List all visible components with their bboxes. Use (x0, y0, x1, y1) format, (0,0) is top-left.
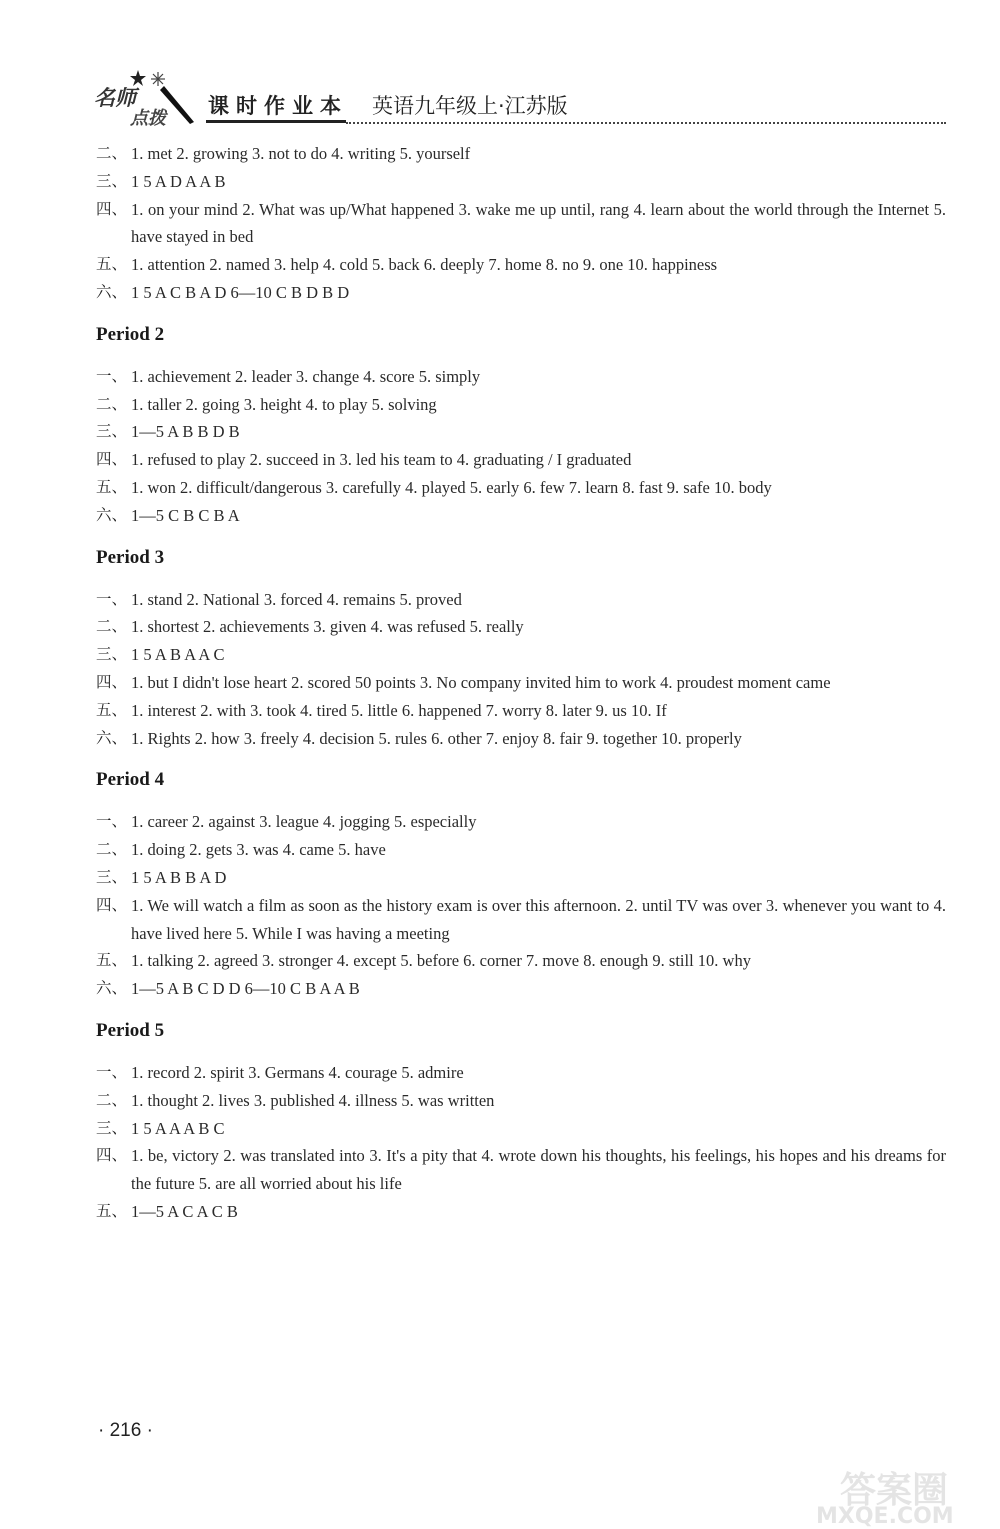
answer-text: 1. doing 2. gets 3. was 4. came 5. have (131, 840, 386, 860)
section-number: 四、 (96, 199, 128, 218)
answer-line (96, 613, 946, 641)
watermark-text: 答案圈 (840, 1470, 949, 1511)
answer-line (96, 1059, 946, 1087)
logo-text-top: 名师 (94, 86, 136, 110)
answer-line (96, 1142, 946, 1198)
series-underline (206, 120, 346, 123)
section-number: 五、 (96, 700, 128, 719)
subject-title: 英语九年级上·江苏版 (372, 94, 568, 118)
section-number: 一、 (96, 1062, 128, 1081)
period-heading: Period 4 (96, 769, 165, 791)
section-number: 三、 (96, 867, 128, 886)
answer-text: 1. Rights 2. how 3. freely 4. decision 5. rules 6. other 7. enjoy 8. fair 9. together 10. properly (131, 728, 742, 748)
period-heading: Period 3 (96, 546, 165, 568)
answer-content (96, 140, 946, 1226)
answer-text: 1. achievement 2. leader 3. change 4. score 5. simply (131, 366, 481, 386)
answer-line (96, 1115, 946, 1143)
answer-text: 1—5 C B C B A (131, 505, 240, 525)
logo (90, 68, 200, 128)
section-number: 六、 (96, 505, 128, 524)
section-number: 一、 (96, 366, 128, 385)
answer-text: 1. interest 2. with 3. took 4. tired 5. little 6. happened 7. worry 8. later 9. us 10. If (131, 700, 667, 720)
period-heading: Period 5 (96, 1019, 165, 1041)
section-number: 五、 (96, 477, 128, 496)
section-number: 六、 (96, 979, 128, 998)
section-number: 四、 (96, 672, 128, 691)
answer-text: 1 5 A B B A D (131, 867, 227, 887)
answer-line (96, 502, 946, 530)
section-number: 三、 (96, 1118, 128, 1137)
answer-text: 1. on your mind 2. What was up/What happened 3. wake me up until, rang 4. learn about the world through the Internet 5. have stayed in bed (131, 199, 946, 247)
page-number: · 216 · (98, 1420, 153, 1441)
section-number: 四、 (96, 450, 128, 469)
answer-line (96, 279, 946, 307)
page-header (90, 68, 950, 128)
answer-line (96, 586, 946, 614)
answer-line (96, 196, 946, 252)
answer-text: 1—5 A B B D B (131, 422, 240, 442)
section-number: 二、 (96, 840, 128, 859)
watermark-url: MXQE.COM (816, 1504, 954, 1529)
answer-line (96, 669, 946, 697)
answer-text: 1. shortest 2. achievements 3. given 4. was refused 5. really (131, 617, 524, 637)
section-number: 二、 (96, 394, 128, 413)
answer-text: 1. career 2. against 3. league 4. jogging 5. especially (131, 812, 477, 832)
answer-line (96, 697, 946, 725)
section-number: 三、 (96, 171, 128, 190)
answer-text: 1—5 A C A C B (131, 1201, 238, 1221)
watermark (810, 1460, 1000, 1528)
answer-text: 1. attention 2. named 3. help 4. cold 5. back 6. deeply 7. home 8. no 9. one 10. happiness (131, 255, 718, 275)
answer-line (96, 251, 946, 279)
answer-text: 1 5 A D A A B (131, 171, 226, 191)
section-number: 四、 (96, 1146, 128, 1165)
answer-line (96, 892, 946, 948)
section-number: 二、 (96, 1090, 128, 1109)
answer-text: 1. taller 2. going 3. height 4. to play 5. solving (131, 394, 437, 414)
section-number: 五、 (96, 1201, 128, 1220)
answer-text: 1. but I didn't lose heart 2. scored 50 points 3. No company invited him to work 4. proudest moment came (131, 672, 831, 692)
section-number: 五、 (96, 951, 128, 970)
answer-text: 1 5 A C B A D 6—10 C B D B D (131, 282, 350, 302)
answer-text: 1. We will watch a film as soon as the history exam is over this afternoon. 2. until TV was over 3. whenever you want to 4. have lived here 5. While I was having a meeting (131, 895, 946, 943)
answer-line (96, 836, 946, 864)
answer-line (96, 474, 946, 502)
section-number: 四、 (96, 895, 128, 914)
section-number: 六、 (96, 728, 128, 747)
answer-text: 1. thought 2. lives 3. published 4. illness 5. was written (131, 1090, 495, 1110)
section-number: 三、 (96, 645, 128, 664)
answer-text: 1. refused to play 2. succeed in 3. led his team to 4. graduating / I graduated (131, 450, 632, 470)
answer-line (96, 418, 946, 446)
answer-text: 1. stand 2. National 3. forced 4. remains 5. proved (131, 589, 462, 609)
section-number: 二、 (96, 617, 128, 636)
section-number: 六、 (96, 282, 128, 301)
answer-line (96, 641, 946, 669)
period-heading: Period 2 (96, 323, 165, 345)
answer-line (96, 446, 946, 474)
answer-text: 1—5 A B C D D 6—10 C B A A B (131, 979, 360, 999)
answer-line (96, 947, 946, 975)
logo-text-bottom: 点拨 (130, 108, 166, 129)
section-number: 三、 (96, 422, 128, 441)
answer-text: 1. met 2. growing 3. not to do 4. writing 5. yourself (131, 144, 471, 163)
answer-line (96, 363, 946, 391)
answer-line (96, 725, 946, 753)
answer-text: 1. record 2. spirit 3. Germans 4. courage 5. admire (131, 1062, 464, 1082)
answer-line (96, 864, 946, 892)
answer-text: 1. won 2. difficult/dangerous 3. carefully 4. played 5. early 6. few 7. learn 8. fast 9. safe 10. body (131, 477, 772, 497)
section-number: 一、 (96, 589, 128, 608)
answer-line (96, 1087, 946, 1115)
answer-line (96, 168, 946, 196)
answer-line (96, 140, 946, 168)
answer-line (96, 391, 946, 419)
header-dotted-rule (346, 122, 946, 124)
answer-text: 1. be, victory 2. was translated into 3. It's a pity that 4. wrote down his thoughts, his feelings, his hopes and his dreams for the future 5. are all worried about his life (131, 1146, 946, 1194)
section-number: 一、 (96, 812, 128, 831)
answer-text: 1 5 A B A A C (131, 645, 225, 665)
section-number: 二、 (96, 144, 128, 162)
answer-text: 1. talking 2. agreed 3. stronger 4. except 5. before 6. corner 7. move 8. enough 9. still 10. why (131, 951, 751, 971)
series-title: 课时作业本 (208, 94, 348, 118)
section-number: 五、 (96, 255, 128, 274)
answer-line (96, 975, 946, 1003)
answer-line (96, 1198, 946, 1226)
answer-text: 1 5 A A A B C (131, 1118, 225, 1138)
answer-line (96, 808, 946, 836)
